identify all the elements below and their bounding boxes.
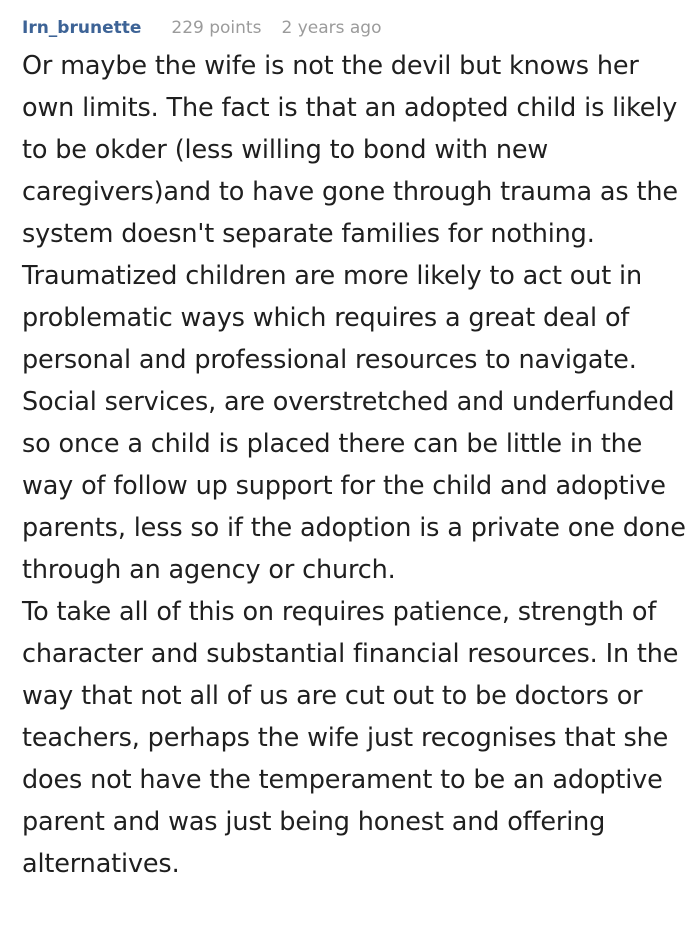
comment-body <box>22 45 692 885</box>
comment-username[interactable]: Irn_brunette <box>22 18 142 38</box>
comment-points: 229 points <box>171 18 262 38</box>
comment-timestamp: 2 years ago <box>281 18 382 38</box>
comment-paragraph: To take all of this on requires patience, strength of character and substantial financial resources. In the way that not all of us are cut out to be doctors or teachers, perhaps the wife just recognises that she does not have the temperament to be an adoptive parent and was just being honest and offering alternatives. <box>22 597 679 879</box>
comment-meta <box>22 18 692 44</box>
comment <box>22 18 692 885</box>
comment-paragraph: Or maybe the wife is not the devil but knows her own limits. The fact is that an adopted child is likely to be okder (less willing to bond with new caregivers)and to have gone through trauma as the system doesn't separate families for nothing. Traumatized children are more likely to act out in problematic ways which requires a great deal of personal and professional resources to navigate. Social services, are overstretched and underfunded so once a child is placed there can be little in the way of follow up support for the child and adoptive parents, less so if the adoption is a private one done through an agency or church. <box>22 51 686 585</box>
